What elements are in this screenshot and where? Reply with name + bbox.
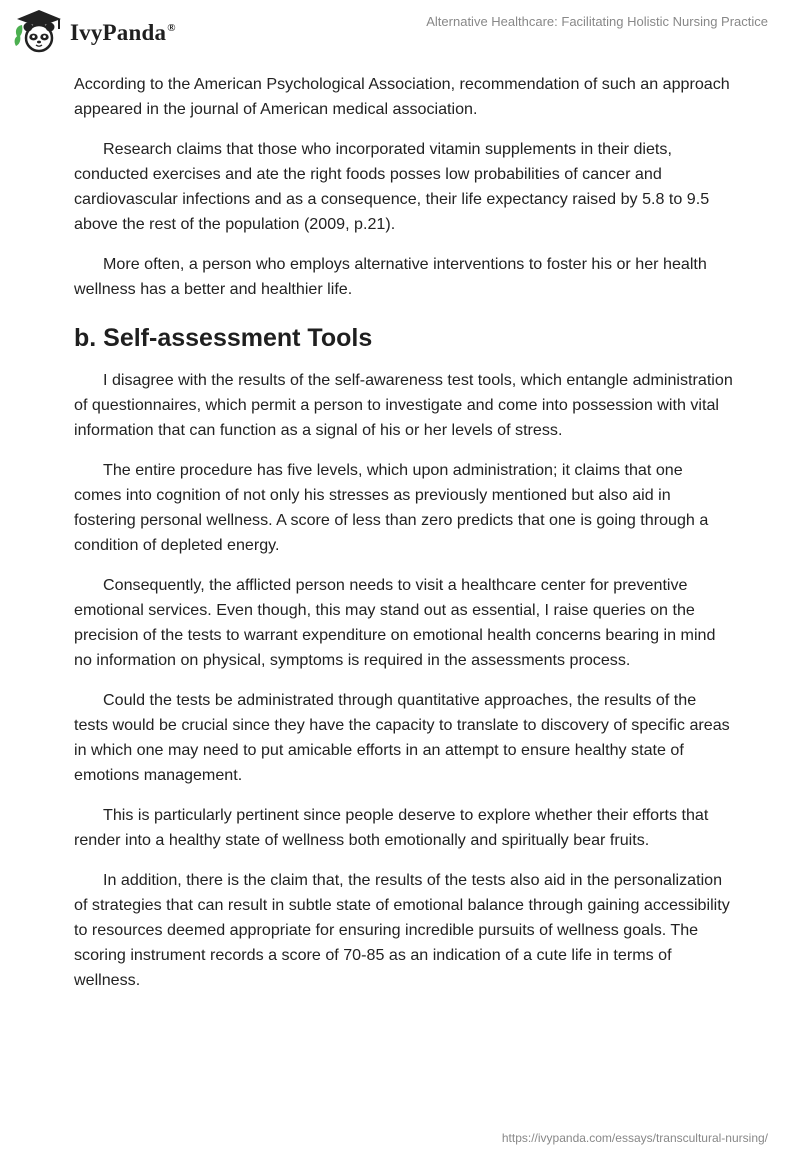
paragraph: In addition, there is the claim that, the results of the tests also aid in the personalization of strategies that can result in subtle state of emotional balance through gaining accessibility to resources deemed appropriate for ensuring incredible pursuits of wellness goals. The scoring instrument records a score of 70-85 as an indication of a cute life in terms of wellness. (74, 871, 730, 989)
paragraph: The entire procedure has five levels, which upon administration; it claims that one comes into cognition of not only his stresses as previously mentioned but also aid in fostering personal wellness. A score of less than zero predicts that one is going through a condition of depleted energy. (74, 461, 709, 554)
panda-graduation-cap-icon (14, 8, 64, 54)
paragraph: Research claims that those who incorporated vitamin supplements in their diets, conducted exercises and ate the right foods posses low probabilities of cancer and cardiovascular infections and as a consequence, their life expectancy raised by 5.8 to 9.5 above the rest of the population (2009, p.21). (74, 140, 710, 233)
paragraph: Could the tests be administrated through quantitative approaches, the results of the tests would be crucial since they have the capacity to translate to discovery of specific areas in which one may need to put amicable efforts in an attempt to ensure healthy state of emotions management. (74, 691, 730, 784)
paragraph: More often, a person who employs alternative interventions to foster his or her health wellness has a better and healthier life. (74, 255, 707, 298)
registered-mark: ® (167, 22, 176, 35)
paragraph: I disagree with the results of the self-awareness test tools, which entangle administration of questionnaires, which permit a person to investigate and come into possession with vital information that can function as a signal of his or her levels of stress. (74, 371, 733, 439)
document-title: Alternative Healthcare: Facilitating Holistic Nursing Practice (426, 14, 768, 29)
logo-text: IvyPanda® (70, 20, 176, 45)
ivypanda-logo[interactable] (14, 8, 176, 54)
section-heading: b. Self-assessment Tools (74, 324, 373, 352)
source-url-link[interactable]: https://ivypanda.com/essays/transcultural-nursing/ (501, 1131, 768, 1145)
paragraph: According to the American Psychological Association, recommendation of such an approach appeared in the journal of American medical association. (74, 75, 730, 118)
paragraph: This is particularly pertinent since people deserve to explore whether their efforts that render into a healthy state of wellness both emotionally and spiritually bear fruits. (74, 806, 709, 849)
page-header (0, 0, 800, 64)
essay-body (74, 72, 734, 1008)
paragraph: Consequently, the afflicted person needs to visit a healthcare center for preventive emotional services. Even though, this may stand out as essential, I raise queries on the precision of the tests to warrant expenditure on emotional health concerns bearing in mind no information on physical, symptoms is required in the assessments process. (74, 576, 716, 669)
